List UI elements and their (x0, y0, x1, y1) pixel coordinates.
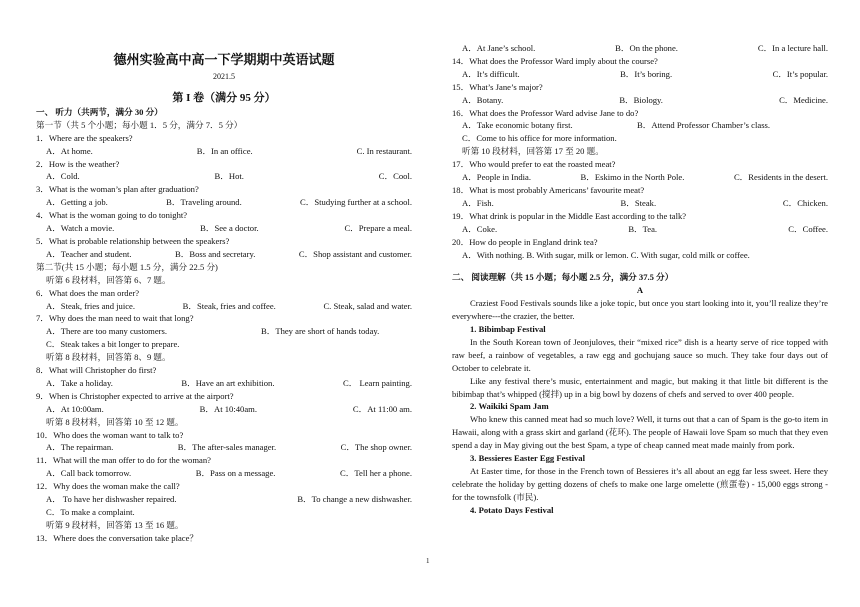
options-row: A．It’s difficult. B．It’s boring. C．It’s popular. (462, 68, 828, 79)
question: 11．What will the man offer to do for the woman? (36, 455, 211, 466)
page-number: 1 (426, 557, 430, 565)
option: C．To make a complaint. (46, 507, 135, 517)
material-note: 听第 8 段材料，回答第 8、9 题。 (46, 352, 171, 363)
section1-note: 第一节（共 5 个小题；每小题 1．5 分，满分 7．5 分） (36, 119, 243, 130)
paragraph: Like any festival there’s music, entertainment and magic, but making it that little bit different is the bibimbap that’s whipped (搅拌) up in a big bowl by dozens of chefs and served to over 400 people. (452, 375, 828, 399)
material-note: 听第 10 段材料，回答第 17 至 20 题。 (462, 146, 604, 157)
options-row: A．Cold. B．Hot. C．Cool. (46, 171, 412, 182)
options-row: A．Take a holiday. B．Have an art exhibition. C． Learn painting. (46, 377, 412, 388)
material-note: 听第 6 段材料，回答第 6、7 题。 (46, 274, 171, 285)
section2-note: 第二节(共 15 小题；每小题 1.5 分，满分 22.5 分) (36, 261, 218, 272)
festival-title: 1. Bibimbap Festival (470, 324, 546, 335)
question: 14．What does the Professor Ward imply about the course? (452, 55, 658, 66)
options-row: A．At 10:00am. B．At 10:40am. C．At 11:00 am. (46, 403, 412, 414)
festival-title: 4. Potato Days Festival (470, 504, 554, 515)
passage-letter: A (636, 285, 644, 296)
options-row: A．Call back tomorrow. B．Pass on a message. C．Tell her a phone. (46, 468, 412, 479)
question: 6．What does the man order? (36, 287, 140, 298)
options-row: A． To have her dishwasher repaired. B．To change a new dishwasher. (46, 494, 412, 505)
question: 17．Who would prefer to eat the roasted meat? (452, 159, 616, 170)
question: 3．What is the woman’s plan after graduation? (36, 184, 199, 195)
question: 13．Where does the conversation take place？ (36, 532, 199, 543)
paragraph: In the South Korean town of Jeonjuloves, their “mixed rice” dish is a hearty serve of rice topped with raw beef, a rainbow of vegetables, a raw egg and gochujang sauce so much. They take four days out of October to celebrate it. (452, 336, 828, 373)
options-row: A．Teacher and student. B．Boss and secretary. C．Shop assistant and customer. (46, 248, 412, 259)
paragraph: Who knew this canned meat had so much love? Well, it turns out that a can of Spam is the go-to item in Hawaii, along with a grass skirt and garland (花环). The people of Hawaii love Spam so much that they even spend a day in May giving out the best Spam, a type of cheap canned meat made mainly from pork. (452, 414, 828, 451)
passage-intro: Craziest Food Festivals sounds like a joke topic, but once you start looking into it, you’ll realize they’re everywhere---the crazier, the better. (452, 298, 828, 322)
options-row: A．Getting a job. B．Traveling around. C．Studying further at a school. (46, 197, 412, 208)
paragraph: At Easter time, for those in the French town of Bessieres it’s all about an egg far less sweet. Here they celebrate the holiday by getting dozens of chefs to make one large omelette (煎蛋卷) - 15,000 eggs strong - for the townsfolk (市民). (452, 466, 828, 502)
festival-title: 2. Waikiki Spam Jam (470, 401, 549, 412)
exam-title: 德州实验高中高一下学期期中英语试题 (113, 52, 335, 67)
question: 20．How do people in England drink tea? (452, 236, 598, 247)
question: 7．Why does the man need to wait that long? (36, 313, 194, 324)
listening-heading: 一、 听力（共两节，满分 30 分） (36, 106, 163, 117)
options-row: A．Take economic botany first. B．Attend Professor Chamber’s class. (462, 120, 771, 131)
option: C．Steak takes a bit longer to prepare. (46, 339, 180, 350)
options-row: A．Watch a movie. B．See a doctor. C．Prepare a meal. (46, 223, 412, 234)
question: 5．What is probable relationship between the speakers? (36, 235, 230, 246)
question: 15．What’s Jane’s major? (452, 81, 543, 92)
question: 2．How is the weather? (36, 158, 120, 169)
exam-date: 2021.5 (213, 72, 235, 81)
question: 19．What drink is popular in the Middle East according to the talk? (452, 210, 687, 221)
left-column (36, 0, 412, 545)
options-row: A．Coke. B．Tea. C．Coffee. (462, 223, 828, 234)
options-row: A．Steak, fries and juice. B．Steak, fries and coffee. C. Steak, salad and water. (46, 300, 412, 311)
options-row: A．Fish. B．Steak. C．Chicken. (462, 197, 828, 208)
options-row: A．People in India. B．Eskimo in the North Pole. C．Residents in the desert. (462, 172, 828, 183)
question: 9．When is Christopher expected to arrive at the airport? (36, 390, 234, 401)
reading-heading: 二、 阅读理解（共 15 小题；每小题 2.5 分，满分 37.5 分） (452, 272, 674, 283)
options-row: A．With nothing. B. With sugar, milk or lemon. C. With sugar, cold milk or coffee. (462, 249, 750, 260)
volume-heading: 第 I 卷（满分 95 分） (172, 91, 276, 104)
option: C．Come to his office for more information. (462, 133, 617, 144)
festival-title: 3. Bessieres Easter Egg Festival (470, 453, 585, 464)
question: 10．Who does the woman want to talk to? (36, 429, 184, 440)
options-row: A．The repairman. B．The after-sales manager. C．The shop owner. (46, 442, 412, 453)
question: 18．What is most probably Americans’ favourite meat? (452, 184, 645, 195)
material-note: 听第 8 段材料，回答第 10 至 12 题。 (46, 416, 184, 427)
options-row: A．At Jane’s school. B．On the phone. C．In a lecture hall. (462, 43, 828, 53)
right-column (452, 42, 828, 517)
material-note: 听第 9 段材料，回答第 13 至 16 题。 (46, 519, 184, 530)
question: 16．What does the Professor Ward advise Jane to do? (452, 107, 639, 118)
question: 1．Where are the speakers? (36, 132, 133, 143)
question: 4．What is the woman going to do tonight? (36, 210, 188, 221)
options-row: A．At home. B．In an office. C. In restaurant. (46, 145, 412, 156)
question: 8．What will Christopher do first? (36, 365, 157, 376)
question: 12．Why does the woman make the call? (36, 481, 180, 492)
options-row: A．There are too many customers. B．They are short of hands today. (46, 326, 380, 337)
options-row: A．Botany. B．Biology. C．Medicine. (462, 94, 828, 105)
